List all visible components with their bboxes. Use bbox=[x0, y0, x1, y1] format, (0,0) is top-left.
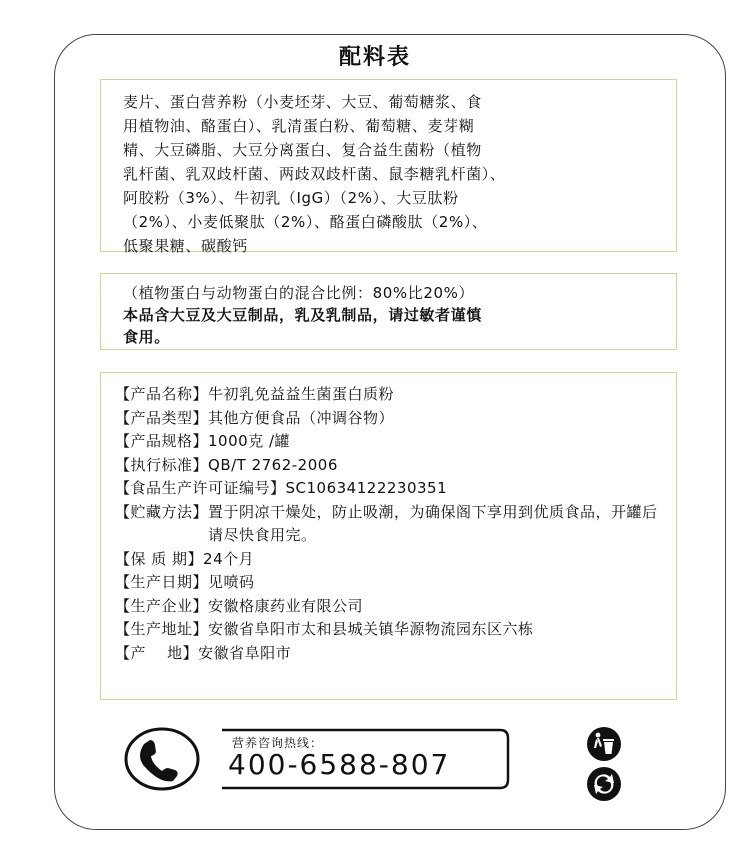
trash-bin-icon bbox=[586, 726, 622, 762]
info-row-shelf-life bbox=[115, 548, 666, 572]
phone-icon bbox=[140, 740, 178, 781]
info-value: 安徽省阜阳市太和县城关镇华源物流园东区六栋 bbox=[208, 620, 534, 638]
info-label: 【食品生产许可证编号】 bbox=[115, 479, 286, 497]
info-value: 见喷码 bbox=[208, 573, 255, 591]
phone-circle bbox=[126, 729, 198, 789]
protein-ratio: （植物蛋白与动物蛋白的混合比例：80%比20%） bbox=[123, 284, 475, 302]
info-value: QB/T 2762-2006 bbox=[208, 455, 338, 474]
info-row-type bbox=[115, 407, 666, 431]
product-info-box bbox=[100, 372, 677, 700]
allergen-warning: 食用。 bbox=[123, 328, 170, 346]
recycle-icon bbox=[586, 766, 622, 802]
info-row-spec bbox=[115, 430, 666, 454]
ingredients-line: 阿胶粉（3%）、牛初乳（IgG）（2%）、大豆肽粉 bbox=[123, 189, 459, 207]
ingredients-line: 乳杆菌、乳双歧杆菌、两歧双歧杆菌、鼠李糖乳杆菌）、 bbox=[123, 165, 506, 183]
info-row-license bbox=[115, 477, 666, 501]
hotline-number: 400-6588-807 bbox=[228, 748, 451, 781]
info-value: 1000克 /罐 bbox=[208, 432, 291, 450]
hotline-label: 营养咨询热线： bbox=[232, 736, 324, 750]
ingredients-line: 低聚果糖、碳酸钙 bbox=[123, 237, 248, 255]
ingredients-line: 精、大豆磷脂、大豆分离蛋白、复合益生菌粉（植物 bbox=[123, 141, 482, 159]
info-value: 置于阴凉干燥处，防止吸潮，为确保阁下享用到优质食品，开罐后请尽快食用完。 bbox=[208, 502, 658, 544]
allergen-box bbox=[100, 273, 677, 350]
info-row-name bbox=[115, 383, 666, 407]
info-value: SC10634122230351 bbox=[285, 479, 448, 497]
info-label: 【保 质 期】 bbox=[115, 549, 204, 568]
info-row-standard bbox=[115, 454, 666, 478]
info-label: 【产 地】 bbox=[115, 643, 199, 662]
info-label: 【生产企业】 bbox=[115, 596, 209, 615]
info-label: 【生产日期】 bbox=[115, 573, 209, 591]
info-row-address bbox=[115, 618, 666, 642]
info-label: 【产品规格】 bbox=[115, 432, 209, 450]
ingredients-line: 用植物油、酪蛋白）、乳清蛋白粉、葡萄糖、麦芽糊 bbox=[123, 117, 475, 135]
info-label: 【贮藏方法】 bbox=[115, 502, 209, 521]
info-value: 安徽格康药业有限公司 bbox=[208, 596, 364, 615]
ingredients-box bbox=[100, 79, 677, 255]
info-value: 其他方便食品（冲调谷物） bbox=[208, 408, 395, 427]
info-row-manufacturer bbox=[115, 595, 666, 619]
page-title: 配料表 bbox=[338, 45, 411, 70]
info-row-origin bbox=[115, 642, 666, 666]
ingredients-line: 麦片、蛋白营养粉（小麦坯芽、大豆、葡萄糖浆、食 bbox=[123, 93, 482, 111]
allergen-warning: 本品含大豆及大豆制品，乳及乳制品，请过敏者谨慎 bbox=[123, 306, 482, 324]
info-value: 安徽省阜阳市 bbox=[198, 643, 292, 662]
info-value: 24个月 bbox=[203, 549, 255, 568]
info-label: 【执行标准】 bbox=[115, 455, 209, 474]
info-label: 【生产地址】 bbox=[115, 620, 209, 638]
info-row-storage bbox=[115, 501, 666, 548]
info-row-production-date bbox=[115, 571, 666, 595]
info-value: 牛初乳免益益生菌蛋白质粉 bbox=[208, 385, 395, 403]
info-label: 【产品名称】 bbox=[115, 385, 209, 403]
ingredients-line: （2%）、小麦低聚肽（2%）、酪蛋白磷酸肽（2%）、 bbox=[123, 213, 488, 231]
info-label: 【产品类型】 bbox=[115, 408, 209, 427]
